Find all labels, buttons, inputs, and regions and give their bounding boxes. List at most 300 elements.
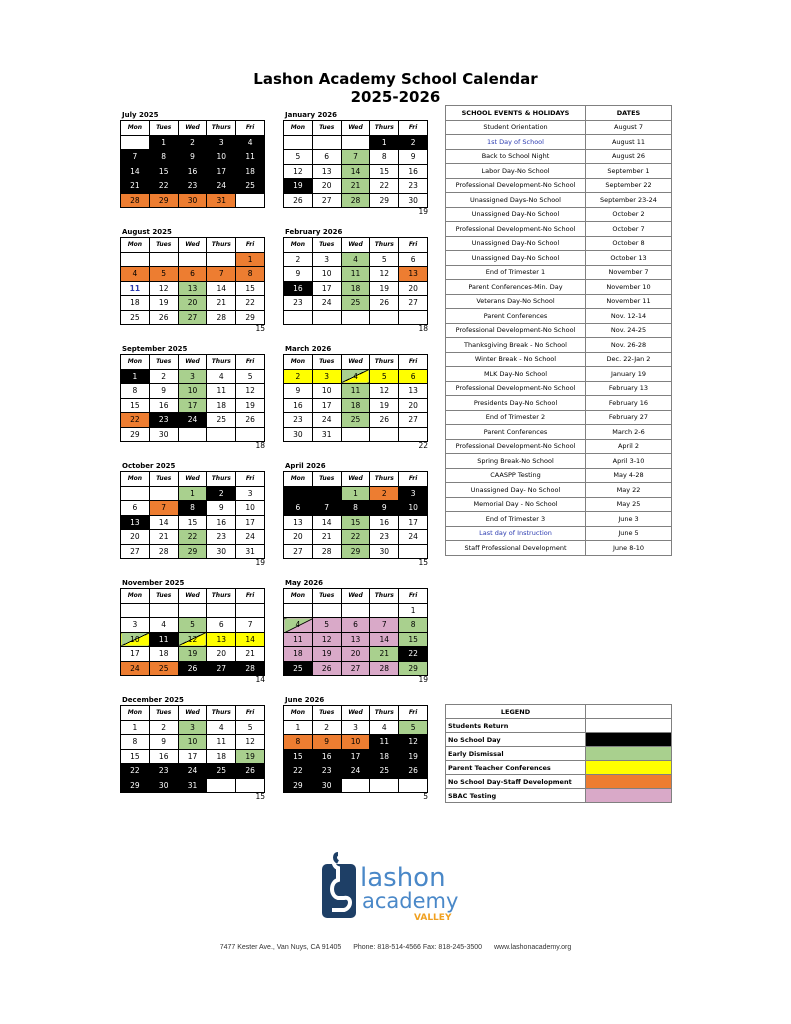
event-date: May 25 [586,497,672,512]
weekday-header: Fri [236,355,265,370]
day-number: 27 [408,298,418,308]
week-row [121,486,265,501]
day-cell [149,501,178,516]
week-row [284,603,428,618]
weekday-header-row [121,589,265,604]
day-number: 17 [321,283,332,293]
day-cell [312,501,341,516]
day-number: 6 [353,620,358,630]
day-cell [178,164,207,179]
day-number: 8 [410,620,416,630]
day-number: 12 [158,283,169,293]
event-name: Parent Conferences-Min. Day [446,280,586,295]
day-number: 19 [408,751,418,761]
day-number: 18 [216,751,227,761]
day-number: 26 [379,415,390,425]
day-cell [178,384,207,399]
day-number: 8 [161,152,167,162]
day-cell [399,369,428,384]
event-row [446,265,672,280]
day-cell [284,647,313,662]
day-cell [236,384,265,399]
day-number: 12 [379,386,390,396]
event-date: September 22 [586,178,672,193]
day-number: 30 [187,195,198,205]
event-name: Staff Professional Development [446,541,586,556]
weekday-header-row [284,706,428,721]
logo-icon [322,852,482,922]
day-cell [284,501,313,516]
day-number: 31 [216,195,227,205]
week-row [121,618,265,633]
day-number: 5 [247,371,253,381]
day-number: 7 [247,620,253,630]
day-cell [178,413,207,428]
legend-swatch [586,719,672,733]
day-cell [178,749,207,764]
day-number: 1 [295,722,301,732]
day-number: 3 [247,488,253,498]
legend-label: Students Return [446,719,586,733]
event-name: Professional Development-No School [446,178,586,193]
day-number: 13 [130,517,140,527]
day-number: 20 [293,532,303,542]
day-number: 3 [353,722,358,732]
day-cell [370,501,399,516]
day-number: 9 [218,503,224,513]
day-number: 8 [295,737,301,747]
day-number: 14 [130,166,140,176]
weekday-header: Wed [341,238,370,253]
week-row [284,179,428,194]
day-number: 21 [350,181,361,191]
legend-swatch [586,733,672,747]
weekday-header: Thurs [370,472,399,487]
week-row [121,749,265,764]
day-cell [236,764,265,779]
day-cell [178,764,207,779]
month-calendar [120,110,268,208]
day-number: 15 [408,634,418,644]
day-cell [207,486,236,501]
day-cell [236,179,265,194]
day-number: 16 [216,517,227,527]
day-cell [370,281,399,296]
event-name: Parent Conferences [446,309,586,324]
day-number: 10 [321,386,332,396]
event-name: Professional Development-No School [446,222,586,237]
day-cell [341,369,370,384]
event-row [446,207,672,222]
week-row [284,749,428,764]
day-cell [399,720,428,735]
day-cell [284,749,313,764]
day-cell [399,647,428,662]
day-cell [121,764,150,779]
day-cell [370,486,399,501]
event-row [446,149,672,164]
week-row [284,369,428,384]
day-number: 18 [350,283,361,293]
week-row [121,281,265,296]
week-row [284,267,428,282]
day-cell [399,764,428,779]
weekday-header: Fri [236,121,265,136]
day-number: 18 [350,400,361,410]
month-school-day-count: 22 [418,441,428,450]
day-number: 28 [350,195,361,205]
weekday-header: Thurs [207,238,236,253]
event-row [446,309,672,324]
day-number: 4 [353,254,358,264]
day-number: 4 [247,137,253,147]
day-cell [149,384,178,399]
week-row [284,384,428,399]
day-cell [149,150,178,165]
day-cell [399,632,428,647]
day-cell [341,647,370,662]
day-number: 23 [379,532,390,542]
week-row [121,764,265,779]
day-number: 28 [379,663,390,673]
day-number: 15 [245,283,255,293]
event-name: MLK Day-No School [446,367,586,382]
day-cell [178,398,207,413]
day-number: 29 [130,780,140,790]
month-calendar [120,461,268,559]
day-cell [341,735,370,750]
day-cell [284,179,313,194]
day-cell [399,252,428,267]
day-number: 27 [321,195,332,205]
day-number: 21 [379,649,390,659]
day-cell [149,179,178,194]
day-cell [370,135,399,150]
day-number: 20 [408,283,418,293]
event-row [446,468,672,483]
day-cell [207,369,236,384]
day-cell [312,603,341,618]
day-cell [399,501,428,516]
day-cell [284,267,313,282]
day-number: 12 [321,634,332,644]
day-number: 29 [293,780,303,790]
day-cell [236,164,265,179]
day-cell [236,369,265,384]
day-number: 10 [321,269,332,279]
month-table [283,120,428,208]
month-title: April 2026 [285,462,326,470]
weekday-header: Fri [399,238,428,253]
day-cell [121,267,150,282]
day-cell [207,530,236,545]
day-number: 15 [130,751,140,761]
day-number: 25 [379,766,390,776]
day-cell [207,164,236,179]
day-cell [121,515,150,530]
weekday-header: Wed [341,472,370,487]
month-calendar [120,578,268,676]
legend-swatch [586,775,672,789]
event-date: May 22 [586,483,672,498]
day-cell [284,369,313,384]
day-number: 25 [158,663,169,673]
weekday-header: Mon [121,589,150,604]
day-cell [284,150,313,165]
event-date: January 19 [586,367,672,382]
weekday-header: Wed [341,589,370,604]
day-cell [121,135,150,150]
day-number: 15 [293,751,303,761]
day-number: 23 [158,766,169,776]
day-cell [178,618,207,633]
day-number: 12 [245,386,255,396]
day-number: 15 [158,166,169,176]
day-number: 2 [295,254,301,264]
day-cell [121,281,150,296]
weekday-header: Tues [312,706,341,721]
weekday-header: Tues [149,121,178,136]
day-number: 19 [379,400,390,410]
event-date: November 10 [586,280,672,295]
day-number: 10 [130,634,140,644]
day-cell [370,720,399,735]
day-cell [236,252,265,267]
day-number: 20 [350,649,361,659]
day-number: 17 [187,751,198,761]
weekday-header: Tues [149,472,178,487]
event-row [446,410,672,425]
day-cell [370,252,399,267]
day-cell [207,632,236,647]
day-number: 11 [293,634,303,644]
day-number: 8 [381,152,387,162]
week-row [121,603,265,618]
day-number: 16 [158,400,169,410]
day-cell [341,515,370,530]
day-cell [149,369,178,384]
day-number: 23 [408,181,418,191]
day-number: 18 [216,400,227,410]
day-number: 6 [410,371,416,381]
day-cell [178,296,207,311]
day-cell [178,603,207,618]
day-number: 3 [410,488,416,498]
day-number: 8 [247,269,253,279]
day-cell [236,530,265,545]
event-row [446,280,672,295]
day-number: 27 [130,546,140,556]
day-cell [149,764,178,779]
day-cell [312,135,341,150]
day-number: 6 [295,503,301,513]
day-number: 1 [381,137,387,147]
day-number: 5 [247,722,253,732]
day-cell [399,618,428,633]
day-cell [341,252,370,267]
day-cell [341,413,370,428]
day-cell [370,530,399,545]
day-cell [284,515,313,530]
day-number: 8 [353,503,358,513]
day-number: 29 [245,312,255,322]
day-cell [312,632,341,647]
day-cell [341,603,370,618]
day-number: 5 [190,620,195,630]
day-number: 16 [158,751,169,761]
event-row [446,512,672,527]
day-cell [399,164,428,179]
day-cell [149,267,178,282]
event-date: October 13 [586,251,672,266]
day-cell [370,647,399,662]
event-date: February 27 [586,410,672,425]
events-table [445,105,672,556]
month-title: October 2025 [122,462,176,470]
weekday-header: Tues [149,589,178,604]
day-number: 19 [187,649,198,659]
day-cell [284,764,313,779]
day-cell [341,281,370,296]
day-cell [341,135,370,150]
weekday-header: Thurs [370,355,399,370]
week-row [121,647,265,662]
day-number: 22 [187,532,198,542]
day-number: 2 [190,137,195,147]
event-row [446,222,672,237]
weekday-header: Tues [312,472,341,487]
day-number: 1 [410,605,416,615]
legend-row [446,747,672,761]
day-number: 11 [379,737,390,747]
day-cell [178,515,207,530]
weekday-header: Mon [121,706,150,721]
day-cell [341,618,370,633]
day-number: 24 [187,766,198,776]
week-row [284,735,428,750]
day-cell [121,398,150,413]
day-number: 27 [293,546,303,556]
week-row [284,530,428,545]
day-number: 23 [321,766,332,776]
weekday-header: Wed [178,472,207,487]
day-number: 1 [132,722,138,732]
day-number: 3 [190,722,195,732]
event-date: Nov. 26-28 [586,338,672,353]
event-row [446,323,672,338]
day-cell [284,603,313,618]
day-number: 8 [132,386,138,396]
day-cell [399,749,428,764]
day-cell [207,150,236,165]
weekday-header: Mon [284,706,313,721]
day-cell [121,501,150,516]
day-number: 17 [187,400,198,410]
day-number: 13 [408,269,418,279]
week-row [121,296,265,311]
day-cell [121,749,150,764]
day-number: 12 [293,166,303,176]
day-number: 19 [379,283,390,293]
day-number: 9 [410,152,416,162]
day-number: 10 [216,152,227,162]
day-number: 30 [158,429,169,439]
day-cell [178,632,207,647]
day-number: 3 [218,137,224,147]
day-number: 20 [130,532,140,542]
day-number: 14 [350,166,361,176]
day-number: 12 [408,737,418,747]
day-number: 30 [293,429,303,439]
event-name: Thanksgiving Break - No School [446,338,586,353]
day-cell [207,501,236,516]
day-cell [370,150,399,165]
page-title: Lashon Academy School Calendar [253,70,538,88]
weekday-header: Tues [149,355,178,370]
weekday-header: Mon [284,121,313,136]
weekday-header: Fri [236,472,265,487]
day-number: 13 [350,634,361,644]
weekday-header: Mon [284,238,313,253]
event-date: October 2 [586,207,672,222]
day-cell [121,179,150,194]
day-cell [312,252,341,267]
day-number: 24 [187,415,198,425]
day-cell [312,398,341,413]
legend-label: No School Day [446,733,586,747]
day-number: 4 [161,620,167,630]
day-cell [149,486,178,501]
day-cell [284,720,313,735]
event-date: October 8 [586,236,672,251]
day-number: 2 [161,371,167,381]
day-cell [399,135,428,150]
day-cell [207,296,236,311]
event-date: March 2-6 [586,425,672,440]
day-number: 12 [379,269,390,279]
day-cell [312,267,341,282]
day-number: 11 [129,283,141,293]
day-number: 26 [408,766,418,776]
day-number: 8 [132,737,138,747]
day-number: 17 [321,400,332,410]
day-number: 22 [130,766,140,776]
day-cell [399,281,428,296]
event-name: 1st Day of School [446,135,586,150]
day-cell [284,135,313,150]
day-number: 29 [350,546,361,556]
day-number: 14 [379,634,390,644]
day-cell [370,369,399,384]
day-cell [341,764,370,779]
month-calendar [283,695,431,793]
week-row [121,252,265,267]
day-number: 5 [381,371,387,381]
day-number: 14 [245,634,255,644]
weekday-header: Wed [178,121,207,136]
weekday-header-row [121,472,265,487]
week-row [121,530,265,545]
day-number: 7 [353,152,358,162]
day-number: 11 [245,152,255,162]
day-cell [370,749,399,764]
day-cell [399,384,428,399]
day-number: 24 [245,532,255,542]
day-cell [341,501,370,516]
day-cell [399,603,428,618]
day-number: 1 [247,254,253,264]
week-row [121,164,265,179]
